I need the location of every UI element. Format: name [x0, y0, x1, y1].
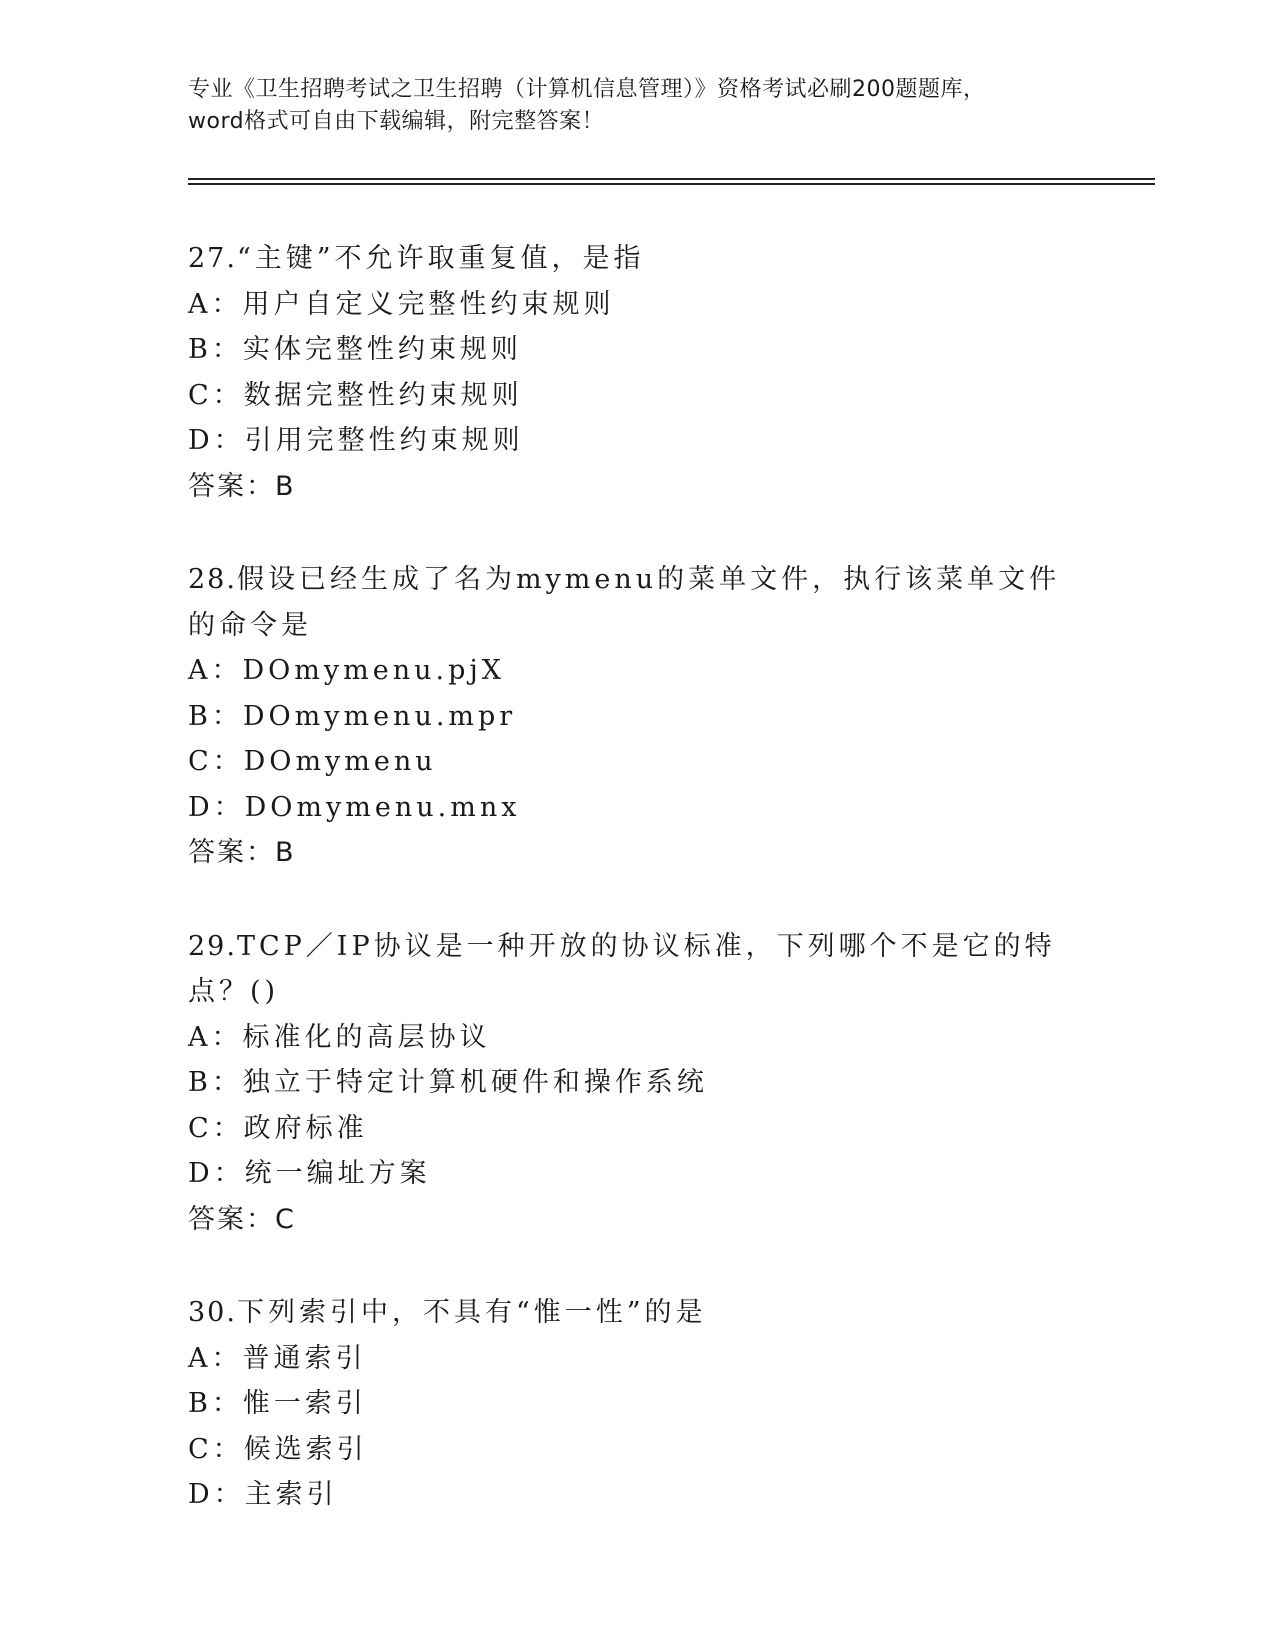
question-28 — [188, 557, 1088, 876]
question-title — [188, 924, 1088, 1015]
question-number: 27. — [188, 243, 237, 274]
question-list — [188, 236, 1088, 1566]
option-b: B：DOmymenu.mpr — [188, 700, 517, 732]
question-text: 下列索引中，不具有“惟一性”的是 — [236, 1297, 707, 1328]
option-d: D：引用完整性约束规则 — [188, 425, 524, 456]
question-text: “主键”不允许取重复值，是指 — [236, 243, 645, 274]
question-title — [188, 557, 1088, 648]
header-line-1: 专业《卫生招聘考试之卫生招聘（计算机信息管理）》资格考试必刷200题题库， — [188, 77, 986, 102]
option-c: C：政府标准 — [188, 1112, 368, 1144]
header-line-2: word格式可自由下载编辑，附完整答案！ — [188, 109, 605, 134]
option-c: C：候选索引 — [188, 1433, 368, 1465]
option-c: C：数据完整性约束规则 — [188, 379, 523, 411]
option-d: D：统一编址方案 — [188, 1158, 431, 1189]
option-a: A：用户自定义完整性约束规则 — [188, 288, 615, 320]
question-text: TCP／IP协议是一种开放的协议标准，下列哪个不是它的特点？() — [188, 930, 1056, 1007]
question-number: 29. — [188, 930, 237, 962]
option-c: C：DOmymenu — [188, 746, 437, 777]
option-d: D：DOmymenu.mnx — [188, 791, 521, 823]
answer-line: 答案：B — [188, 837, 296, 868]
answer-line: 答案：C — [188, 1203, 296, 1235]
question-30 — [188, 1290, 1088, 1518]
question-29 — [188, 924, 1088, 1243]
header-divider-top — [188, 178, 1155, 180]
option-b: B：独立于特定计算机硬件和操作系统 — [188, 1067, 708, 1098]
question-number: 28. — [188, 564, 237, 595]
answer-line: 答案：B — [188, 470, 296, 502]
question-27 — [188, 236, 1088, 509]
option-a: A：普通索引 — [188, 1342, 367, 1374]
option-b: B：实体完整性约束规则 — [188, 334, 522, 365]
question-text: 假设已经生成了名为mymenu的菜单文件，执行该菜单文件的命令是 — [188, 564, 1061, 641]
option-b: B：惟一索引 — [188, 1388, 367, 1419]
question-title — [188, 236, 1088, 282]
option-d: D：主索引 — [188, 1479, 338, 1510]
document-header — [188, 74, 1088, 138]
question-title — [188, 1290, 1088, 1336]
option-a: A：标准化的高层协议 — [188, 1021, 491, 1053]
question-number: 30. — [188, 1297, 237, 1328]
header-divider-bottom — [188, 183, 1155, 185]
option-a: A：DOmymenu.pjX — [188, 655, 505, 686]
